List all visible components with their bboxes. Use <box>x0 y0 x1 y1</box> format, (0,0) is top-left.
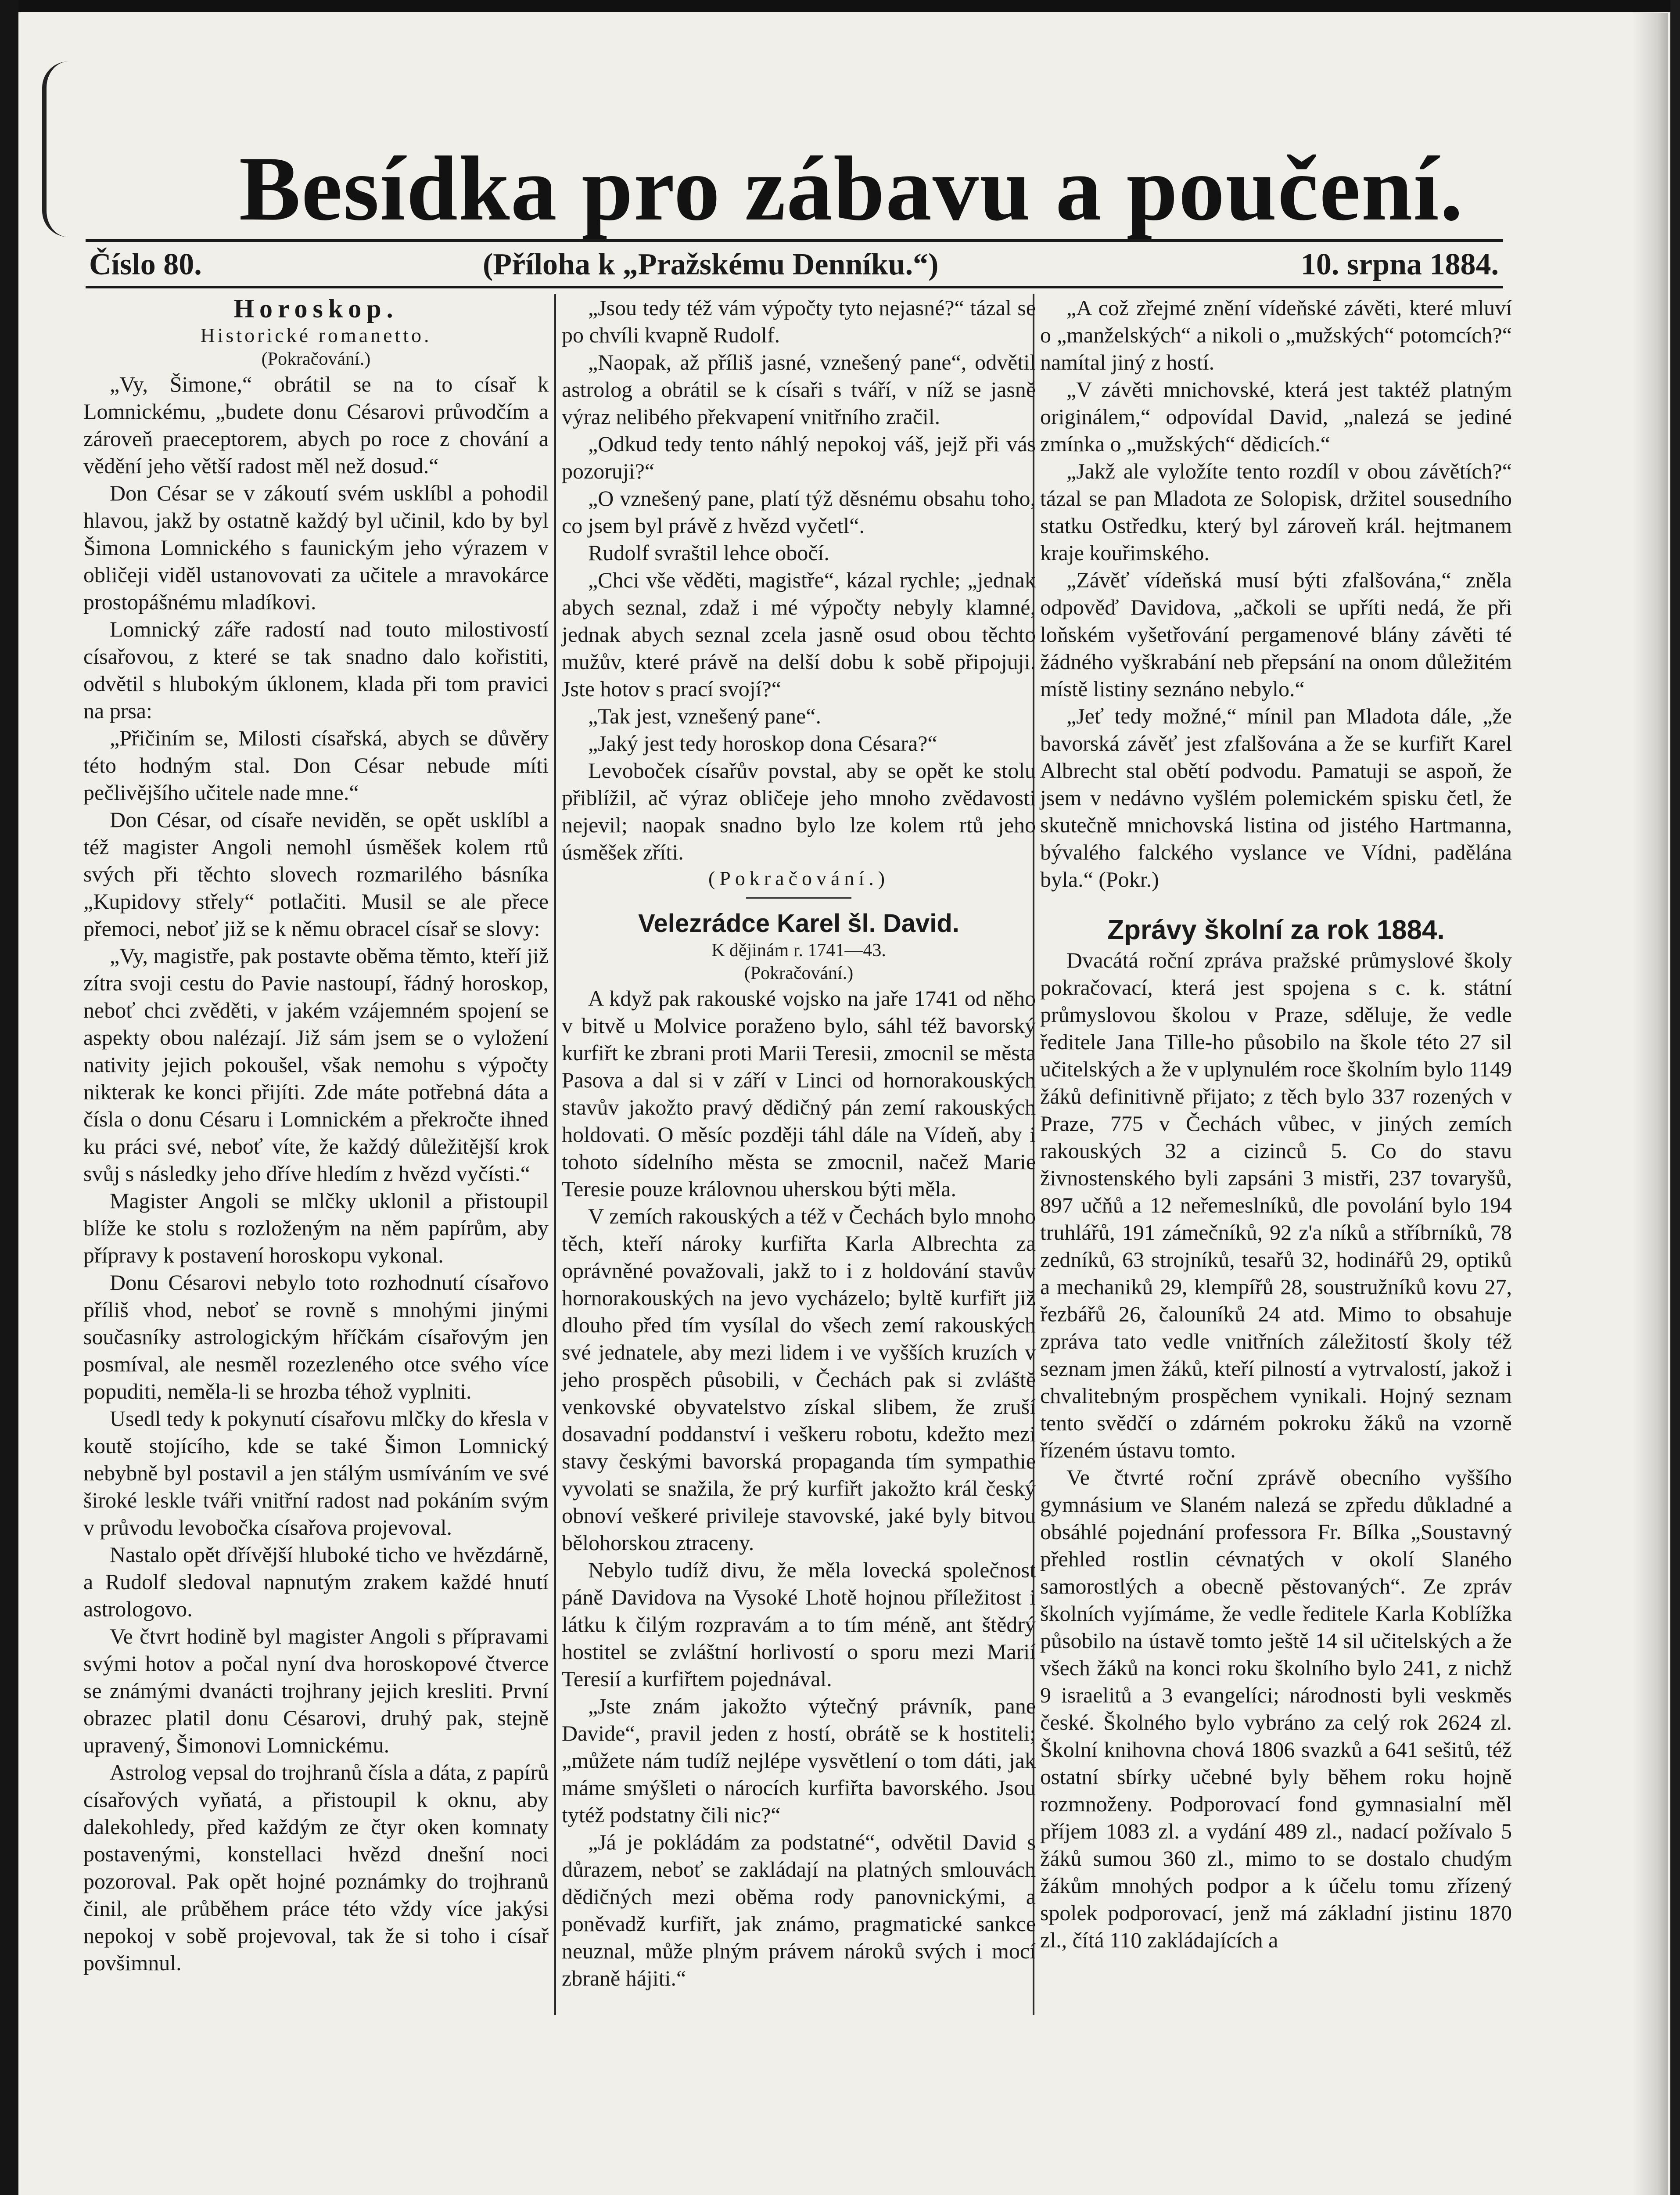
column-1 <box>83 294 549 1976</box>
paragraph: „Chci vše věděti, magistře“, kázal rychle; „jednak abych seznal, zdaž i mé výpočty nebyly klamné, jednak abych seznal zcela jasně osud obou těchto mužův, které právě na delší dobu k sobě připojuji. Jste hotov s prací svojí?“ <box>562 568 1036 701</box>
column-rule-1 <box>554 294 556 2015</box>
paragraph: „Závěť vídeňská musí býti zfalšována,“ zněla odpověď Davidova, „ačkoli se upříti nedá, že při loňském vyšetřování pergamenové blány závěti té žádného vyškrabání neb přepsání na onom důležitém místě listiny seznáno nebylo.“ <box>1040 568 1512 701</box>
separator-line <box>746 897 851 899</box>
paragraph: „Jakž ale vyložíte tento rozdíl v obou závětích?“ tázal se pan Mladota ze Solopisk, držitel sousedního statku Ostředku, který byl zároveň král. hejtmanem kraje kouřimského. <box>1040 459 1512 565</box>
paragraph: Levoboček císařův povstal, aby se opět ke stolu přiblížil, ač výraz obličeje jeho mnoho zvědavosti nejevil; naopak snadno bylo lze kolem rtů jeho úsměšek zříti. <box>562 758 1036 864</box>
article-title: Velezrádce Karel šl. David. <box>638 909 959 938</box>
paragraph: Ve čtvrté roční zprávě obecního vyššího gymnásium ve Slaném nalezá se zpředu důkladné a obsáhlé pojednání professora Fr. Bílka „Soustavný přehled rostlin cévnatých v okolí Slaného samorostlých a obecně pěstovaných“. Ze zpráv školních vyjímáme, že vedle ředitele Karla Koblížka působilo na ústavě tomto ještě 14 sil učitelských a že všech žáků na konci roku školního bylo 241, z nichž 9 israelitů a 3 evangelíci; národnosti byli veskměs české. Školného bylo vybráno za celý rok 2624 zl. Školní knihovna chová 1806 svazků a 641 sešitů, též ostatní sbírky učebné byly během roku hojně rozmnoženy. Podporovací fond gymnasialní měl příjem 1083 zl. a vydání 489 zl., nadací požívalo 5 žáků sumou 360 zl., mimo to se dostalo chudým žákům mnohých podpor a k účelu tomu zřízený spolek podporovací, jenž má základní jistinu 1870 zl., čítá 110 zakládajících a <box>1040 1465 1512 1952</box>
paragraph: „Já je pokládám za podstatné“, odvětil David s důrazem, neboť se zakládají na platných smlouvách dědičných mezi oběma rody panovnickými, a poněvadž kurfiřt, jak známo, pragmatické sankce neuznal, může plným právem nároků svých i mocí zbraně hájiti.“ <box>562 1830 1036 1990</box>
binding-mark <box>42 61 73 237</box>
paragraph: Dvacátá roční zpráva pražské průmyslové školy pokračovací, která jest spojena s c. k. státní průmyslovou školou v Praze, sděluje, že vedle ředitele Jana Tille-ho působilo na škole této 27 sil učitelských a že v uplynulém roce školním bylo 1149 žáků definitivně přijato; z těch bylo 337 rozených v Praze, 775 v Čechách vůbec, v jiných zemích rakouských 32 a cizinců 5. Co do stavu živnostenského byli zapsáni 3 mistři, 237 tovaryšů, 897 učňů a 12 neřemeslníků, dle povolání bylo 194 truhlářů, 191 zámečníků, 92 z'a níků a stříbrníků, 78 zedníků, 63 strojníků, tesařů 32, hodinářů 29, optiků a mechaniků 29, klempířů 28, soustružníků kovu 27, řezbářů 26, čalouníků 24 atd. Mimo to obsahuje zpráva tato vedle vnitřních záležitostí školy též seznam jmen žáků, kteří pilností a vytrvalostí, jakož i chvalitebným prospěchem vynikali. Hojný seznam tento svědčí o zdárném pokroku žáků na vzorně řízeném ústavu tomto. <box>1040 948 1512 1462</box>
paragraph: „Jaký jest tedy horoskop dona Césara?“ <box>588 731 937 756</box>
paragraph: Rudolf svraštil lehce obočí. <box>588 540 829 565</box>
paragraph: „O vznešený pane, platí týž děsnému obsahu toho, co jsem byl právě z hvězd vyčetl“. <box>562 486 1036 538</box>
masthead-title: Besídka pro zábavu a poučení. <box>239 138 1464 240</box>
article-subtitle: Historické romanetto. <box>200 324 432 346</box>
paragraph: „Přičiním se, Milosti císařská, abych se důvěry této hodným stal. Don César nebude míti pečlivějšího učitele nade mne.“ <box>83 726 549 805</box>
paragraph: Don César, od císaře neviděn, se opět usklíbl a též magister Angoli nemohl úsměšek kolem rtů svých při těchto slovech rozmarilého básníka „Kupidovy střely“ potlačiti. Musil se ale přece přemoci, neboť již se k němu obracel císař se slovy: <box>83 807 549 941</box>
paragraph: Usedl tedy k pokynutí císařovu mlčky do křesla v koutě stojícího, kde se také Šimon Lomnický nebybně byl postavil a jen stálým usmíváním ve své široké leskle tváři vnitřní radost nad pokáním svým v průvodu levobočka císařova projevoval. <box>83 1406 549 1540</box>
column-2 <box>562 294 1036 1992</box>
continuation-note: (Pokračování.) <box>261 349 371 369</box>
paragraph: Astrolog vepsal do trojhranů čísla a dáta, z papírů císařových vyňatá, a přistoupil k oknu, aby dalekohledy, před každým ze čtyr oken komnaty postavenými, konstellaci hvězd dnešní noci pozoroval. Pak opět hojné poznámky do trojhranů činil, ale průběhem práce této vždy více jakýsi nepokoj v sobě projevoval, tak že si toho i císař povšimnul. <box>83 1760 549 1975</box>
article-title: Zprávy školní za rok 1884. <box>1107 915 1445 945</box>
paragraph: „A což zřejmé znění vídeňské závěti, které mluví o „manželských“ a nikoli o „mužských“ potomcích?“ namítal jiný z hostí. <box>1040 295 1512 374</box>
paragraph: Nebylo tudíž divu, že měla lovecká společnost páně Davidova na Vysoké Lhotě hojnou příležitost i látku k čilým rozpravám a to tím méně, ant štědrý hostitel se zvláštní horlivostí o sporu mezi Marií Teresií a kurfiřtem pojednával. <box>562 1558 1036 1691</box>
paragraph: „V závěti mnichovské, která jest taktéž platným originálem,“ odpovídal David, „nalezá se jediné zmínka o „mužských“ dědicích.“ <box>1040 377 1512 456</box>
page-edge-shadow <box>1633 13 1668 2195</box>
paragraph: „Vy, Šimone,“ obrátil se na to císař k Lomnickému, „budete donu Césarovi průvodčím a zároveň praeceptorem, abych po roce z chování a vědění jeho větší radost měl než dosud.“ <box>83 372 549 478</box>
paragraph: A když pak rakouské vojsko na jaře 1741 od něho v bitvě u Molvice poraženo bylo, sáhl též bavorský kurfiřt ke zbrani proti Marii Teresii, zmocnil se města Pasova a dal si v září v Linci od hornorakouských stavův jakožto pravý dědičný pán zemí rakouských holdovati. O měsíc později táhl dále na Vídeň, aby i tohoto sídelního města se zmocnil, načež Marie Teresie pouze královnou uherskou býti měla. <box>562 986 1036 1201</box>
scan-frame-top <box>0 0 1680 12</box>
paragraph: „Jsou tedy též vám výpočty tyto nejasné?“ tázal se po chvíli kvapně Rudolf. <box>562 295 1036 347</box>
to-be-continued: (Pokračování.) <box>708 867 890 889</box>
paragraph: Lomnický záře radostí nad touto milostivostí císařovou, z které se tak snadno dalo kořistiti, odvětil s hlubokým úklonem, klada při tom pravici na prsa: <box>83 617 549 723</box>
paragraph: Ve čtvrt hodině byl magister Angoli s přípravami svými hotov a počal nyní dva horoskopové čtverce se známými dvanácti trojhrany jejich kresliti. První obrazec platil donu Césarovi, druhý pak, stejně upravený, Šimonovi Lomnickému. <box>83 1624 549 1757</box>
scan-frame-left <box>0 0 18 2195</box>
continuation-note: (Pokračování.) <box>744 963 854 983</box>
paragraph: Magister Angoli se mlčky uklonil a přistoupil blíže ke stolu s rozloženým na něm papírům, aby přípravy k postavení horoskopu vykonal. <box>83 1188 549 1267</box>
paragraph: „Vy, magistře, pak postavte oběma těmto, kteří již zítra svoji cestu do Pavie nastoupí, řádný horoskop, neboť chci zvěděti, v jakém vzájemném spojení se aspekty obou nalézají. Již sám jsem se o vyložení nativity jejich pokoušel, však nemohu s výpočty nikterak ke konci přijíti. Zde máte potřebná dáta a čísla o donu Césaru i Lomnickém a překročte ihned ku práci své, neboť víte, že každý důležitější krok svůj s následky jeho dříve hledím z hvězd vyčísti.“ <box>83 943 549 1186</box>
issue-date: 10. srpna 1884. <box>1300 248 1499 281</box>
paragraph: Don César se v zákoutí svém usklíbl a pohodil hlavou, jakž by ostatně každý byl učinil, kdo by byl Šimona Lomnického s faunickým jeho výrazem v obličeji viděl ustanovovati za učitele a mravokárce prostopášnému mladíkovi. <box>83 481 549 614</box>
paragraph: „Jste znám jakožto výtečný právník, pane Davide“, pravil jeden z hostí, obrátě se k hostiteli; „můžete nám tudíž nejlépe vysvětlení o tom dáti, jak máme smýšleti o nárocích kurfiřta bavorského. Jsou tytéž podstatny čili nic?“ <box>562 1694 1036 1827</box>
article-title: Horoskop. <box>233 294 398 323</box>
column-3 <box>1040 294 1512 1954</box>
paragraph: Donu Césarovi nebylo toto rozhodnutí císařovo příliš vhod, neboť se rovně s mnohými jinými současníky astrologickým hříčkám císařovým jen posmíval, ale nesměl rozezleného otce svého více popuditi, neměla-li se hrozba téhož vyplniti. <box>83 1270 549 1403</box>
paragraph: V zemích rakouských a též v Čechách bylo mnoho těch, kteří nároky kurfiřta Karla Albrechta za oprávněné považovali, jakž to i z holdování stavův hornorakouských na jevo vycházelo; byltě kurfiřt již dlouho před tím vysílal do všech zemí rakouských své jednatele, aby mezi lidem i ve vyšších kruzích v jeho prospěch působili, v Čechách pak si zvláště venkovské obyvatelstvo získal slibem, že zruší dosavadní poddanství i veškeru robotu, kdežto mezi stavy českými bavorská propaganda tím sympathie vyvolati se snažila, že prý kurfiřt jakožto král český obnoví veškeré privileje stavovské, jaké byly bitvou bělohorskou ztraceny. <box>562 1204 1036 1555</box>
paragraph: „Jeť tedy možné,“ mínil pan Mladota dále, „že bavorská závěť jest zfalšována a že se kurfiřt Karel Albrecht stal obětí podvodu. Pamatuji se aspoň, že jsem v nedávno vyšlém polemickém spisku četl, že skutečně mnichovská listina od jistého Hartmanna, bývalého falckého vyslance ve Vídni, padělána byla.“ (Pokr.) <box>1040 704 1512 892</box>
paragraph: „Odkud tedy tento náhlý nepokoj váš, jejž při vás pozoruji?“ <box>562 432 1036 483</box>
supplement-note: (Příloha k „Pražskému Denníku.“) <box>483 248 939 281</box>
issue-number: Číslo 80. <box>89 248 202 281</box>
article-subtitle: K dějinám r. 1741—43. <box>711 940 886 961</box>
scan-frame-right <box>1670 0 1680 2195</box>
issue-info-bar <box>86 239 1503 288</box>
paragraph: „Tak jest, vznešený pane“. <box>588 704 821 728</box>
paragraph: Nastalo opět dřívější hluboké ticho ve hvězdárně, a Rudolf sledoval napnutým zrakem každé hnutí astrologovo. <box>83 1542 549 1621</box>
paragraph: „Naopak, až příliš jasné, vznešený pane“, odvětil astrolog a obrátil se k císaři s tváří, v níž se jasně výraz nelibého překvapení vnitřního zračil. <box>562 350 1036 429</box>
